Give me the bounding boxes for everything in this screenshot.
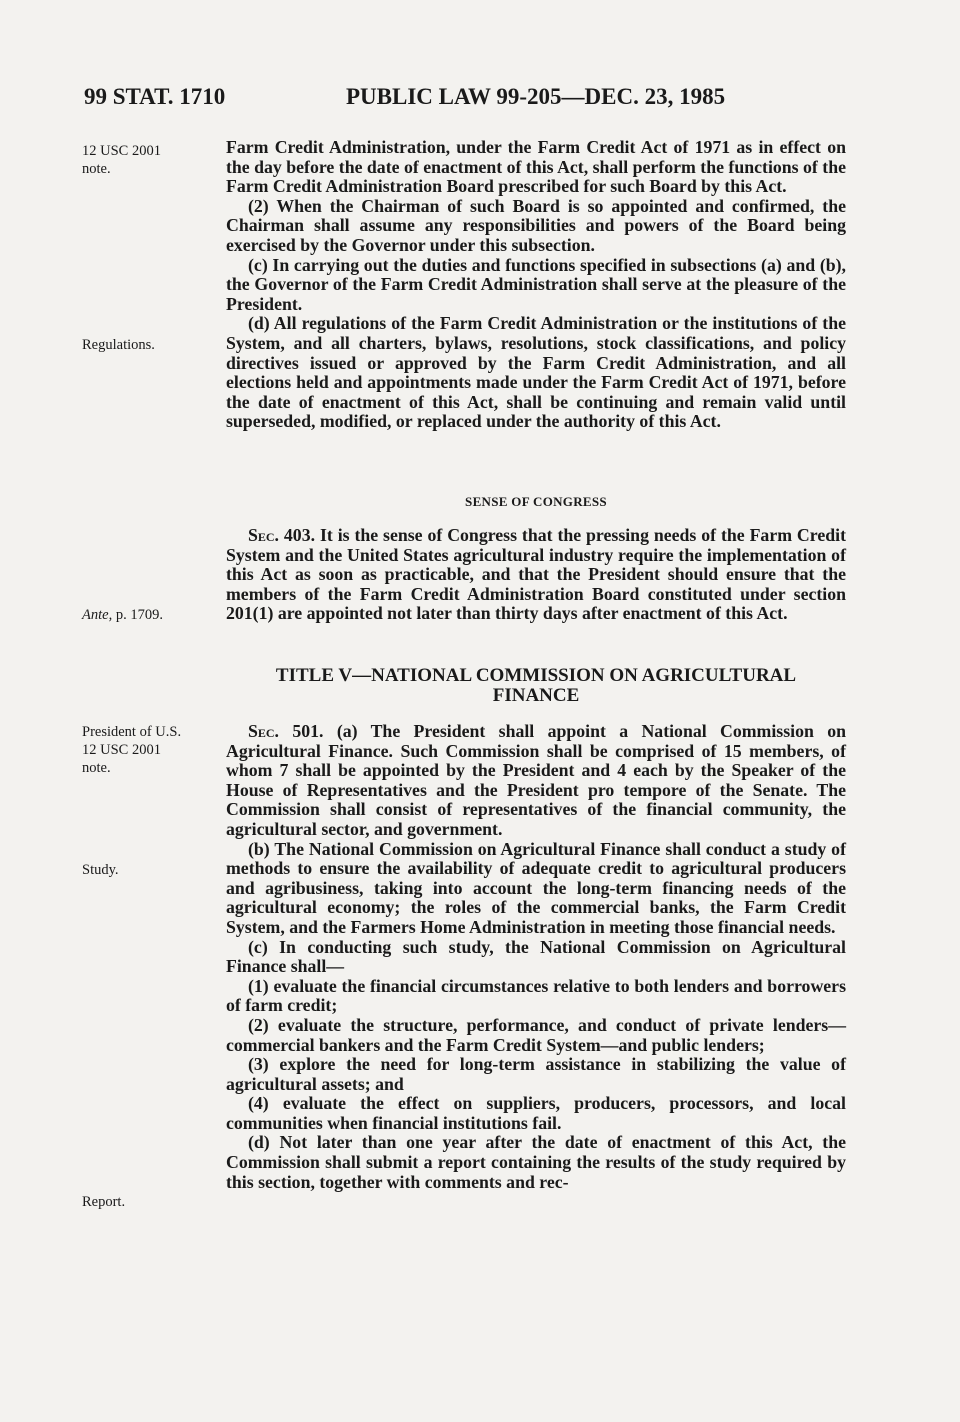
body-section-501-continuation [226,138,846,432]
paragraph [226,526,846,624]
paragraph: (c) In conducting such study, the National Commission on Agricultural Finance shall— [226,936,846,977]
paragraph: (d) Not later than one year after the date of enactment of this Act, the Commission shall submit a report containing the results of the study required by this section, together with comments and rec- [226,1132,846,1192]
margin-note-report: Report. [82,1194,126,1210]
margin-note-study: Study. [82,862,119,878]
list-item: (1) evaluate the financial circumstances relative to both lenders and borrowers of farm credit; [226,975,846,1016]
margin-note-line: note. [82,760,111,776]
margin-note-line: note. [82,161,111,177]
margin-note-ante-italic: Ante, [82,607,113,623]
body-section-403 [226,526,846,624]
paragraph: Farm Credit Administration, under the Farm Credit Act of 1971 as in effect on the day before the date of enactment of this Act, shall perform the functions of the Farm Credit Administration Board prescribed for such Board by this Act. [226,137,846,197]
body-section-501 [226,722,846,1192]
margin-note-line: President of U.S. [82,724,182,740]
section-text: 501. (a) The President shall appoint a National Commission on Agricultural Finance. Such Commission shall be comprised of 15 members, of whom 7 shall be appointed by the President and 4 each by the Speaker of the House of Representatives and the President pro tempore of the Senate. The Commission shall consist of representatives of the financial community, the agricultural sector, and government. [226,721,846,839]
section-label: Sec. [248,721,280,741]
paragraph: (d) All regulations of the Farm Credit Administration or the institutions of the System, and all charters, bylaws, resolutions, stock classifications, and policy directives issued or approved by the Farm Credit Administration, and all elections held and appointments made under the Farm Credit Act of 1971, before the date of enactment of this Act, shall be continuing and remain valid until superseded, modified, or replaced under the authority of this Act. [226,313,846,432]
title-v-heading: TITLE V—NATIONAL COMMISSION ON AGRICULTURAL FINANCE [275,665,797,706]
margin-note-line: 12 USC 2001 [82,742,161,758]
section-text: 403. It is the sense of Congress that the pressing needs of the Farm Credit System and the United States agricultural industry require the implementation of this Act as soon as practicable, and that the President should ensure that the members of the Farm Credit Administration Board constituted under section 201(1) are appointed not later than thirty days after enactment of this Act. [226,525,846,624]
margin-note-president [82,723,217,777]
margin-note-regulations: Regulations. [82,337,155,353]
statute-page-number: 99 STAT. 1710 [84,84,226,109]
paragraph [226,722,846,840]
margin-note-usc [82,142,217,178]
page-header [84,84,844,118]
list-item: (4) evaluate the effect on suppliers, producers, processors, and local communities when financial institutions fail. [226,1093,846,1133]
margin-note-ante [82,606,217,624]
paragraph: (b) The National Commission on Agricultural Finance shall conduct a study of methods to ensure the availability of adequate credit to agricultural producers and agribusiness, taking into account the long-term financing needs of the agricultural economy; the roles of the commercial banks, the Farm Credit System, and the Farmers Home Administration in meeting those financial needs. [226,838,846,937]
margin-note-ante-page: p. 1709. [112,607,163,623]
paragraph: (2) When the Chairman of such Board is so appointed and confirmed, the Chairman shall assume any responsibilities and powers of the Board being exercised by the Governor under this subsection. [226,195,846,255]
margin-note-line: 12 USC 2001 [82,143,161,159]
paragraph: (c) In carrying out the duties and functions specified in subsections (a) and (b), the Governor of the Farm Credit Administration shall serve at the pleasure of the President. [226,254,846,314]
section-heading-sense-of-congress: SENSE OF CONGRESS [465,494,607,509]
section-label: Sec. [248,525,280,545]
list-item: (3) explore the need for long-term assistance in stabilizing the value of agricultural assets; and [226,1054,846,1094]
public-law-title: PUBLIC LAW 99-205—DEC. 23, 1985 [346,84,726,109]
list-item: (2) evaluate the structure, performance, and conduct of private lenders—commercial bankers and the Farm Credit System—and public lenders; [226,1014,846,1055]
